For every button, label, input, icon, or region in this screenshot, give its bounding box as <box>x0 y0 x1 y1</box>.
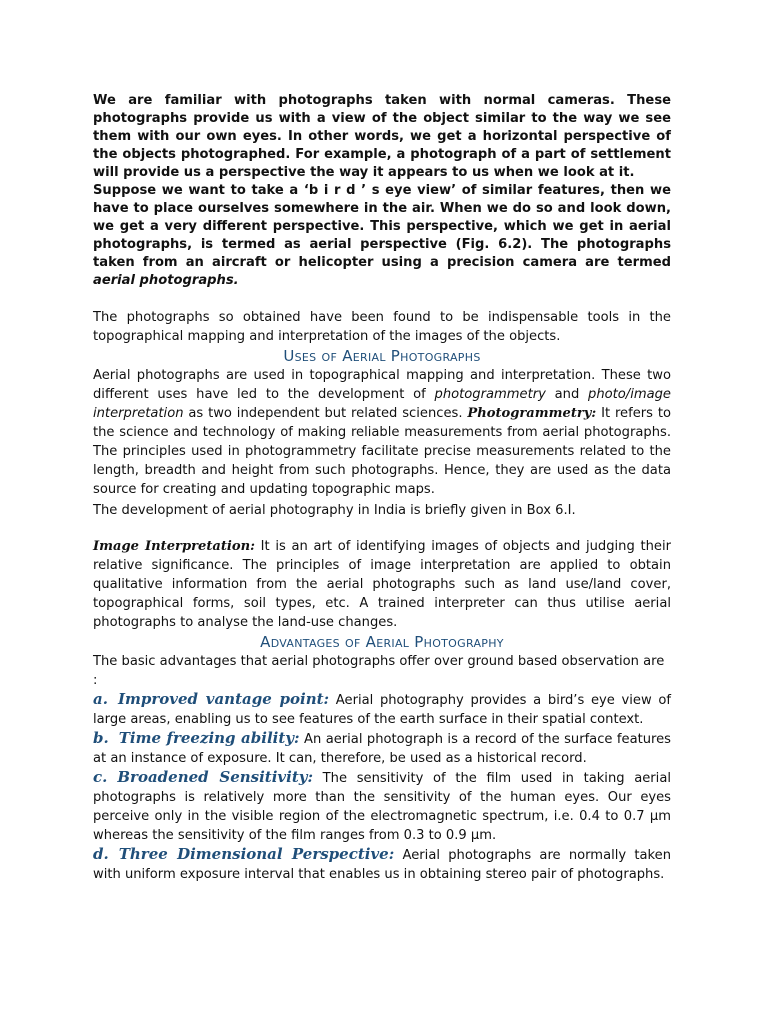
paragraph-image-interpretation <box>93 537 671 632</box>
term-photogrammetry-definition: Photogrammetry: <box>467 406 597 421</box>
intro-paragraph-1: We are familiar with photographs taken with normal cameras. These photographs provide us with a view of the object similar to the way we see them with our own eyes. In other words, we get a horizontal perspective of the objects photographed. For example, a photograph of a part of settlement will provide us a perspective the way it appears to us when we look at it. <box>93 93 671 180</box>
intro-paragraph-2 <box>93 182 671 290</box>
advantage-item-d <box>93 845 671 884</box>
uses-text-a: Aerial photographs are used in topographical mapping and interpretation. These two different uses have led to the development of <box>93 368 671 402</box>
heading-uses-of-aerial-photographs: Uses of Aerial Photographs <box>283 347 481 365</box>
term-photo-image-interpretation: photo/image interpretation <box>93 387 671 421</box>
image-interpretation-text: It is an art of identifying images of objects and judging their relative significance. The principles of image interpretation are applied to obtain qualitative information from the aerial photographs such as land use/land cover, topographical forms, soil types, etc. A trained interpreter can thus utilise aerial photographs to analyse the land-use changes. <box>93 539 671 630</box>
paragraph-uses <box>93 366 671 499</box>
advantage-letter: c. <box>93 768 108 786</box>
advantage-text: An aerial photograph is a record of the surface features at an instance of exposure. It can, therefore, be used as a historical record. <box>93 732 671 766</box>
advantage-title: Broadened Sensitivity: <box>117 768 314 786</box>
paragraph-indispensable-tools: The photographs so obtained have been found to be indispensable tools in the topographical mapping and interpretation of the images of the objects. <box>93 310 671 344</box>
term-image-interpretation: Image Interpretation: <box>93 539 255 554</box>
advantage-text: Aerial photography provides a bird’s eye view of large areas, enabling us to see features of the earth surface in their spatial context. <box>93 693 672 727</box>
paragraph-box-reference: The development of aerial photography in India is briefly given in Box 6.I. <box>93 503 576 518</box>
intro-paragraph-2-text: Suppose we want to take a ‘b i r d ’ s eye view’ of similar features, then we have to place ourselves somewhere in the air. When we do so and look down, we get a very different perspective. This perspective, which we get in aerial photographs, is termed as aerial perspective (Fig. 6.2). The photographs taken from an aircraft or helicopter using a precision camera are termed <box>93 183 671 270</box>
aerial-photographs-term: aerial photographs. <box>93 273 239 288</box>
uses-text-c: as two independent but related sciences. <box>183 406 468 421</box>
advantage-text: Aerial photographs are normally taken with uniform exposure interval that enables us in obtaining stereo pair of photographs. <box>93 848 671 882</box>
advantage-title: Time freezing ability: <box>118 729 300 747</box>
uses-text-d: It refers to the science and technology of making reliable measurements from aerial photographs. The principles used in photogrammetry facilitate precise measurements related to the length, breadth and height from such photographs. Hence, they are used as the data source for creating and updating topographic maps. <box>93 406 671 497</box>
advantage-letter: d. <box>93 845 109 863</box>
advantage-text: The sensitivity of the film used in taking aerial photographs is relatively more than the sensitivity of the human eyes. Our eyes perceive only in the visible region of the electromagnetic spectrum, i.e. 0.4 to 0.7 µm whereas the sensitivity of the film ranges from 0.3 to 0.9 µm. <box>93 771 671 843</box>
advantage-title: Improved vantage point: <box>117 690 330 708</box>
term-photogrammetry: photogrammetry <box>434 387 546 402</box>
advantage-letter: a. <box>93 690 108 708</box>
advantage-item-c <box>93 768 671 845</box>
advantage-item-b <box>93 729 671 768</box>
advantage-letter: b. <box>93 729 109 747</box>
advantage-item-a <box>93 690 671 729</box>
heading-advantages-of-aerial-photography: Advantages of Aerial Photography <box>260 633 504 651</box>
advantage-title: Three Dimensional Perspective: <box>118 845 395 863</box>
uses-text-b: and <box>545 387 589 402</box>
paragraph-advantages-intro: The basic advantages that aerial photographs offer over ground based observation are : <box>93 654 665 688</box>
